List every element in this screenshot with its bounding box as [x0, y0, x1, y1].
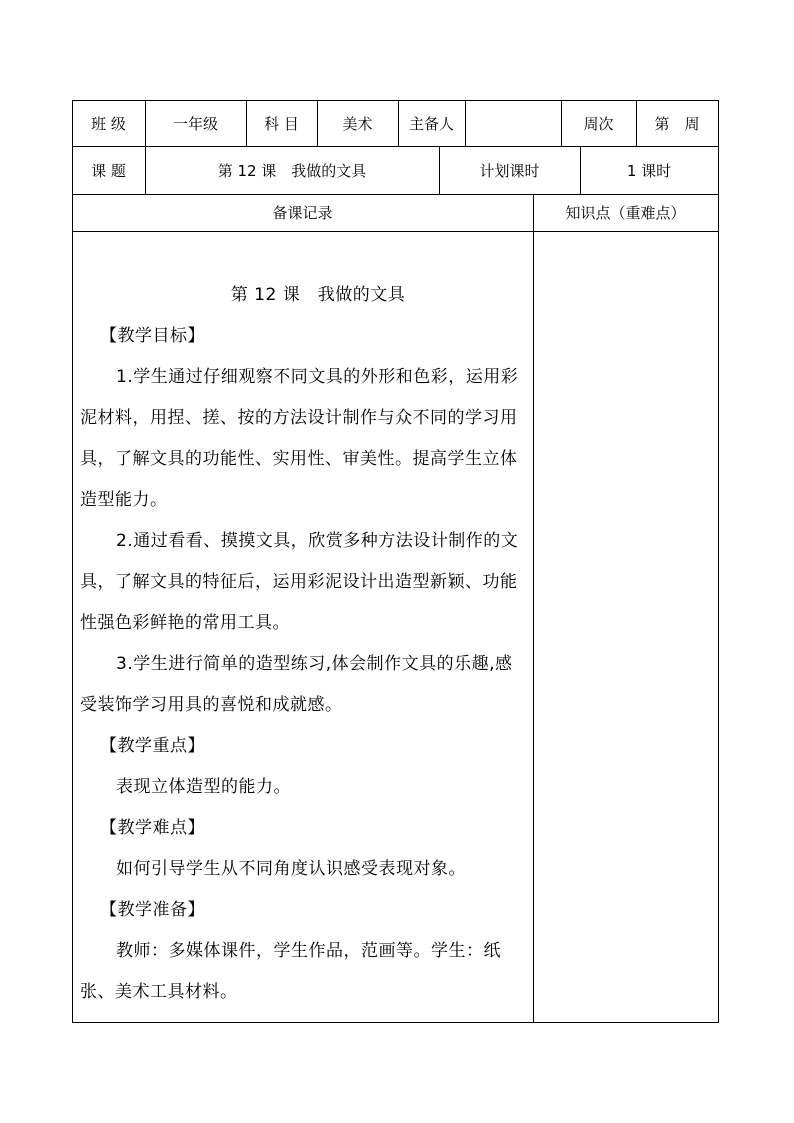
week-value: 第 周 [654, 114, 700, 133]
hours-label: 计划课时 [479, 161, 540, 180]
goal-item-2: 2.通过看看、摸摸文具，欣赏多种方法设计制作的文具，了解文具的特征后，运用彩泥设计出造型新颖、功能性强色彩鲜艳的常用工具。 [80, 531, 519, 633]
lesson-content [80, 275, 530, 1013]
topic-value: 第 12 课 我做的文具 [217, 161, 367, 180]
table-border-right [718, 100, 719, 1023]
preparation-text: 教师：多媒体课件，学生作品，范画等。学生：纸张、美术工具材料。 [80, 941, 501, 1002]
subject-value: 美术 [342, 114, 373, 133]
subject-label: 科 目 [264, 114, 299, 133]
key-points-text: 表现立体造型的能力。 [116, 777, 291, 797]
lesson-title: 第 12 课 我做的文具 [230, 285, 406, 305]
preparer-value [465, 100, 561, 146]
difficulty-heading: 【教学难点】 [100, 818, 205, 838]
content-column-divider [533, 194, 534, 1023]
record-label: 备课记录 [272, 204, 333, 222]
class-value: 一年级 [172, 114, 218, 133]
hours-value: 1 课时 [626, 161, 672, 180]
table-row-divider-3 [72, 231, 719, 232]
preparation-heading: 【教学准备】 [100, 900, 205, 920]
difficulty-text: 如何引导学生从不同角度认识感受表现对象。 [116, 859, 466, 879]
knowledge-label: 知识点（重难点） [565, 204, 686, 222]
class-label: 班 级 [91, 114, 126, 133]
goal-item-3: 3.学生进行简单的造型练习,体会制作文具的乐趣,感受装饰学习用具的喜悦和成就感。 [80, 654, 513, 715]
preparer-label: 主备人 [408, 114, 454, 133]
topic-label: 课 题 [91, 161, 126, 180]
goal-item-1: 1.学生通过仔细观察不同文具的外形和色彩，运用彩泥材料，用捏、搓、按的方法设计制作与众不同的学习用具，了解文具的功能性、实用性、审美性。提高学生立体造型能力。 [80, 367, 519, 510]
key-points-heading: 【教学重点】 [100, 736, 205, 756]
table-border-left [72, 100, 73, 1023]
goals-heading: 【教学目标】 [100, 326, 205, 346]
week-label: 周次 [583, 114, 614, 133]
table-border-bottom [72, 1022, 719, 1023]
